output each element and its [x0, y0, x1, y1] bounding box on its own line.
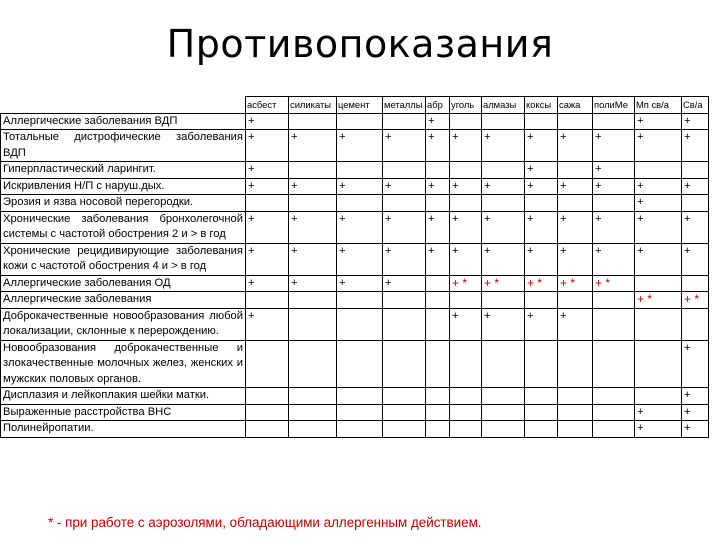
table-cell [383, 421, 426, 438]
table-body [1, 113, 709, 437]
table-cell [426, 195, 450, 212]
table-cell [450, 292, 482, 309]
column-header: абр [426, 97, 450, 114]
row-label: Искривления Н/П с наруш.дых. [1, 178, 246, 195]
table-cell [289, 388, 337, 405]
column-header: уголь [450, 97, 482, 114]
table-cell: + [246, 178, 289, 195]
table-cell [450, 421, 482, 438]
table-row [1, 178, 709, 195]
table-cell [450, 340, 482, 388]
table-row [1, 243, 709, 275]
table-cell [593, 421, 635, 438]
table-cell [525, 195, 558, 212]
table-cell: + [450, 243, 482, 275]
table-cell [337, 388, 383, 405]
table-cell [383, 308, 426, 340]
table-cell [426, 340, 450, 388]
table-cell: + * [482, 275, 525, 292]
table-cell [450, 162, 482, 179]
table-cell [593, 340, 635, 388]
row-label: Дисплазия и лейкоплакия шейки матки. [1, 388, 246, 405]
row-label: Аллергические заболевания ВДП [1, 113, 246, 130]
table-cell: + [289, 243, 337, 275]
table-cell: + [525, 178, 558, 195]
table-cell: + [289, 130, 337, 162]
column-header: асбест [246, 97, 289, 114]
column-header: металлы [383, 97, 426, 114]
table-cell [682, 308, 709, 340]
contraindications-table [0, 96, 709, 438]
table-cell [558, 404, 593, 421]
table-cell [558, 162, 593, 179]
row-label: Выраженные расстройства ВНС [1, 404, 246, 421]
table-cell [289, 308, 337, 340]
table-cell [593, 195, 635, 212]
table-row [1, 404, 709, 421]
table-row [1, 308, 709, 340]
table-cell: + [635, 113, 682, 130]
table-cell: + [482, 130, 525, 162]
table-cell: + [558, 130, 593, 162]
table-cell [482, 162, 525, 179]
table-cell [383, 404, 426, 421]
table-cell [383, 195, 426, 212]
header-row [1, 97, 709, 114]
table-cell [593, 113, 635, 130]
table-cell: + [525, 130, 558, 162]
table-cell: + [593, 162, 635, 179]
row-label: Хронические рецидивирующие заболевания кожи с частотой обострения 4 и > в год [1, 243, 246, 275]
table-cell: + [593, 211, 635, 243]
table-cell [426, 275, 450, 292]
table-cell [558, 340, 593, 388]
column-header: цемент [337, 97, 383, 114]
table-row [1, 340, 709, 388]
table-cell: + [682, 178, 709, 195]
table-cell [682, 195, 709, 212]
table-cell: + [682, 340, 709, 388]
column-header: Св/а [682, 97, 709, 114]
table-cell: + [383, 243, 426, 275]
table-cell [558, 292, 593, 309]
table-cell [337, 308, 383, 340]
table-cell: + [450, 130, 482, 162]
table-cell: + [682, 388, 709, 405]
table-cell [289, 292, 337, 309]
table-cell: + * [525, 275, 558, 292]
table-cell [482, 113, 525, 130]
table-cell: + [635, 211, 682, 243]
table-cell [525, 292, 558, 309]
table-cell: + [635, 421, 682, 438]
table-cell: + [337, 275, 383, 292]
table-cell [289, 113, 337, 130]
table-cell [525, 113, 558, 130]
column-header: Мп св/а [635, 97, 682, 114]
table-cell [289, 421, 337, 438]
table-cell [289, 195, 337, 212]
table-cell [635, 275, 682, 292]
table-cell: + [246, 113, 289, 130]
table-cell: + [482, 211, 525, 243]
table-cell: + [482, 243, 525, 275]
table-row [1, 275, 709, 292]
table-cell [635, 162, 682, 179]
table-cell [289, 404, 337, 421]
table-cell: + [525, 162, 558, 179]
table-cell: + [682, 404, 709, 421]
table-cell [525, 388, 558, 405]
table-cell [482, 340, 525, 388]
table-row [1, 195, 709, 212]
table-row [1, 292, 709, 309]
table-row [1, 130, 709, 162]
table-cell: + [558, 308, 593, 340]
table-cell [383, 162, 426, 179]
table-cell: + * [450, 275, 482, 292]
table-cell: + [289, 178, 337, 195]
table-cell [246, 292, 289, 309]
table-cell: + [682, 113, 709, 130]
table-cell: + [558, 211, 593, 243]
table-cell [426, 404, 450, 421]
table-cell [482, 388, 525, 405]
table-cell: + [593, 178, 635, 195]
header-corner [1, 97, 246, 114]
row-label: Доброкачественные новообразования любой локализации, склонные к перерождению. [1, 308, 246, 340]
table-cell [337, 421, 383, 438]
table-cell: + [525, 211, 558, 243]
table-cell: + [525, 243, 558, 275]
table-cell [426, 421, 450, 438]
table-cell [246, 340, 289, 388]
table-cell [558, 388, 593, 405]
table-cell: + [682, 130, 709, 162]
table-cell [558, 113, 593, 130]
table-cell: + [337, 211, 383, 243]
table-cell [246, 195, 289, 212]
table-cell: + * [558, 275, 593, 292]
table-cell [289, 340, 337, 388]
table-cell: + [593, 130, 635, 162]
table-cell [383, 340, 426, 388]
table-cell: + [246, 243, 289, 275]
table-cell: + [246, 275, 289, 292]
table-cell: + * [682, 292, 709, 309]
table-cell [337, 292, 383, 309]
table-cell [593, 404, 635, 421]
table-cell [635, 388, 682, 405]
table-cell [682, 162, 709, 179]
row-label: Полинейропатии. [1, 421, 246, 438]
column-header: силикаты [289, 97, 337, 114]
column-header: алмазы [482, 97, 525, 114]
row-label: Тотальные дистрофические заболевания ВДП [1, 130, 246, 162]
table-cell [593, 308, 635, 340]
table-cell [682, 275, 709, 292]
table-cell [450, 388, 482, 405]
table-cell: + [426, 130, 450, 162]
table-cell: + [426, 243, 450, 275]
table-cell: + [482, 308, 525, 340]
table-cell [426, 388, 450, 405]
row-label: Аллергические заболевания [1, 292, 246, 309]
table-cell [426, 292, 450, 309]
table-cell: + [635, 243, 682, 275]
table-row [1, 421, 709, 438]
table-cell [426, 162, 450, 179]
table-cell: + [337, 178, 383, 195]
table-cell: + [558, 243, 593, 275]
table-cell: + [246, 211, 289, 243]
table-row [1, 162, 709, 179]
table-cell: + [337, 130, 383, 162]
table-cell [337, 195, 383, 212]
table-cell [593, 292, 635, 309]
table-cell [450, 195, 482, 212]
table-cell: + [525, 308, 558, 340]
table-cell: + [682, 211, 709, 243]
table-cell [337, 404, 383, 421]
column-header: сажа [558, 97, 593, 114]
table-cell [383, 113, 426, 130]
row-label: Эрозия и язва носовой перегородки. [1, 195, 246, 212]
table-cell [426, 308, 450, 340]
table-row [1, 211, 709, 243]
table-cell [383, 292, 426, 309]
table-cell: + [635, 178, 682, 195]
table-cell [246, 421, 289, 438]
table-cell [337, 113, 383, 130]
table-cell [337, 162, 383, 179]
table-cell: + [682, 243, 709, 275]
table-cell: + [246, 308, 289, 340]
table-cell [482, 404, 525, 421]
table-cell: + [337, 243, 383, 275]
table-cell [635, 340, 682, 388]
footnote: * - при работе с аэрозолями, обладающими аллергенным действием. [48, 515, 482, 530]
row-label: Новообразования доброкачественные и злокачественные молочных желез, женских и мужских половых органов. [1, 340, 246, 388]
table-cell [635, 308, 682, 340]
table-cell [246, 388, 289, 405]
table-cell [525, 340, 558, 388]
table-cell: + [383, 211, 426, 243]
table-cell: + [450, 308, 482, 340]
column-header: коксы [525, 97, 558, 114]
table-row [1, 113, 709, 130]
table-cell: + [593, 243, 635, 275]
table-cell: + [246, 162, 289, 179]
table-cell [558, 195, 593, 212]
page-title: Противопоказания [166, 22, 554, 66]
table-cell [482, 421, 525, 438]
table-cell [450, 404, 482, 421]
table-cell [593, 388, 635, 405]
table-cell [525, 421, 558, 438]
table-cell: + [289, 211, 337, 243]
table-cell [525, 404, 558, 421]
table-cell: + [426, 178, 450, 195]
table-cell: + [426, 211, 450, 243]
table-cell: + [450, 178, 482, 195]
table-cell [558, 421, 593, 438]
table-cell: + [383, 275, 426, 292]
row-label: Хронические заболевания бронхолегочной системы с частотой обострения 2 и > в год [1, 211, 246, 243]
table-cell: + [426, 113, 450, 130]
table-cell: + [635, 130, 682, 162]
row-label: Аллергические заболевания ОД [1, 275, 246, 292]
table-cell [246, 404, 289, 421]
table-cell: + [246, 130, 289, 162]
table-cell [337, 340, 383, 388]
table-cell: + * [593, 275, 635, 292]
table-cell [482, 292, 525, 309]
table-cell [383, 388, 426, 405]
table-cell: + [383, 130, 426, 162]
table-cell: + [635, 195, 682, 212]
row-label: Гиперпластический ларингит. [1, 162, 246, 179]
column-header: полиМе [593, 97, 635, 114]
table-cell: + [482, 178, 525, 195]
table-cell: + [383, 178, 426, 195]
table-cell: + [558, 178, 593, 195]
table-cell [450, 113, 482, 130]
table-cell: + [682, 421, 709, 438]
table-cell [482, 195, 525, 212]
table-cell: + [289, 275, 337, 292]
table-cell: + [635, 404, 682, 421]
table-cell: + * [635, 292, 682, 309]
table-cell: + [450, 211, 482, 243]
table-cell [289, 162, 337, 179]
table-row [1, 388, 709, 405]
